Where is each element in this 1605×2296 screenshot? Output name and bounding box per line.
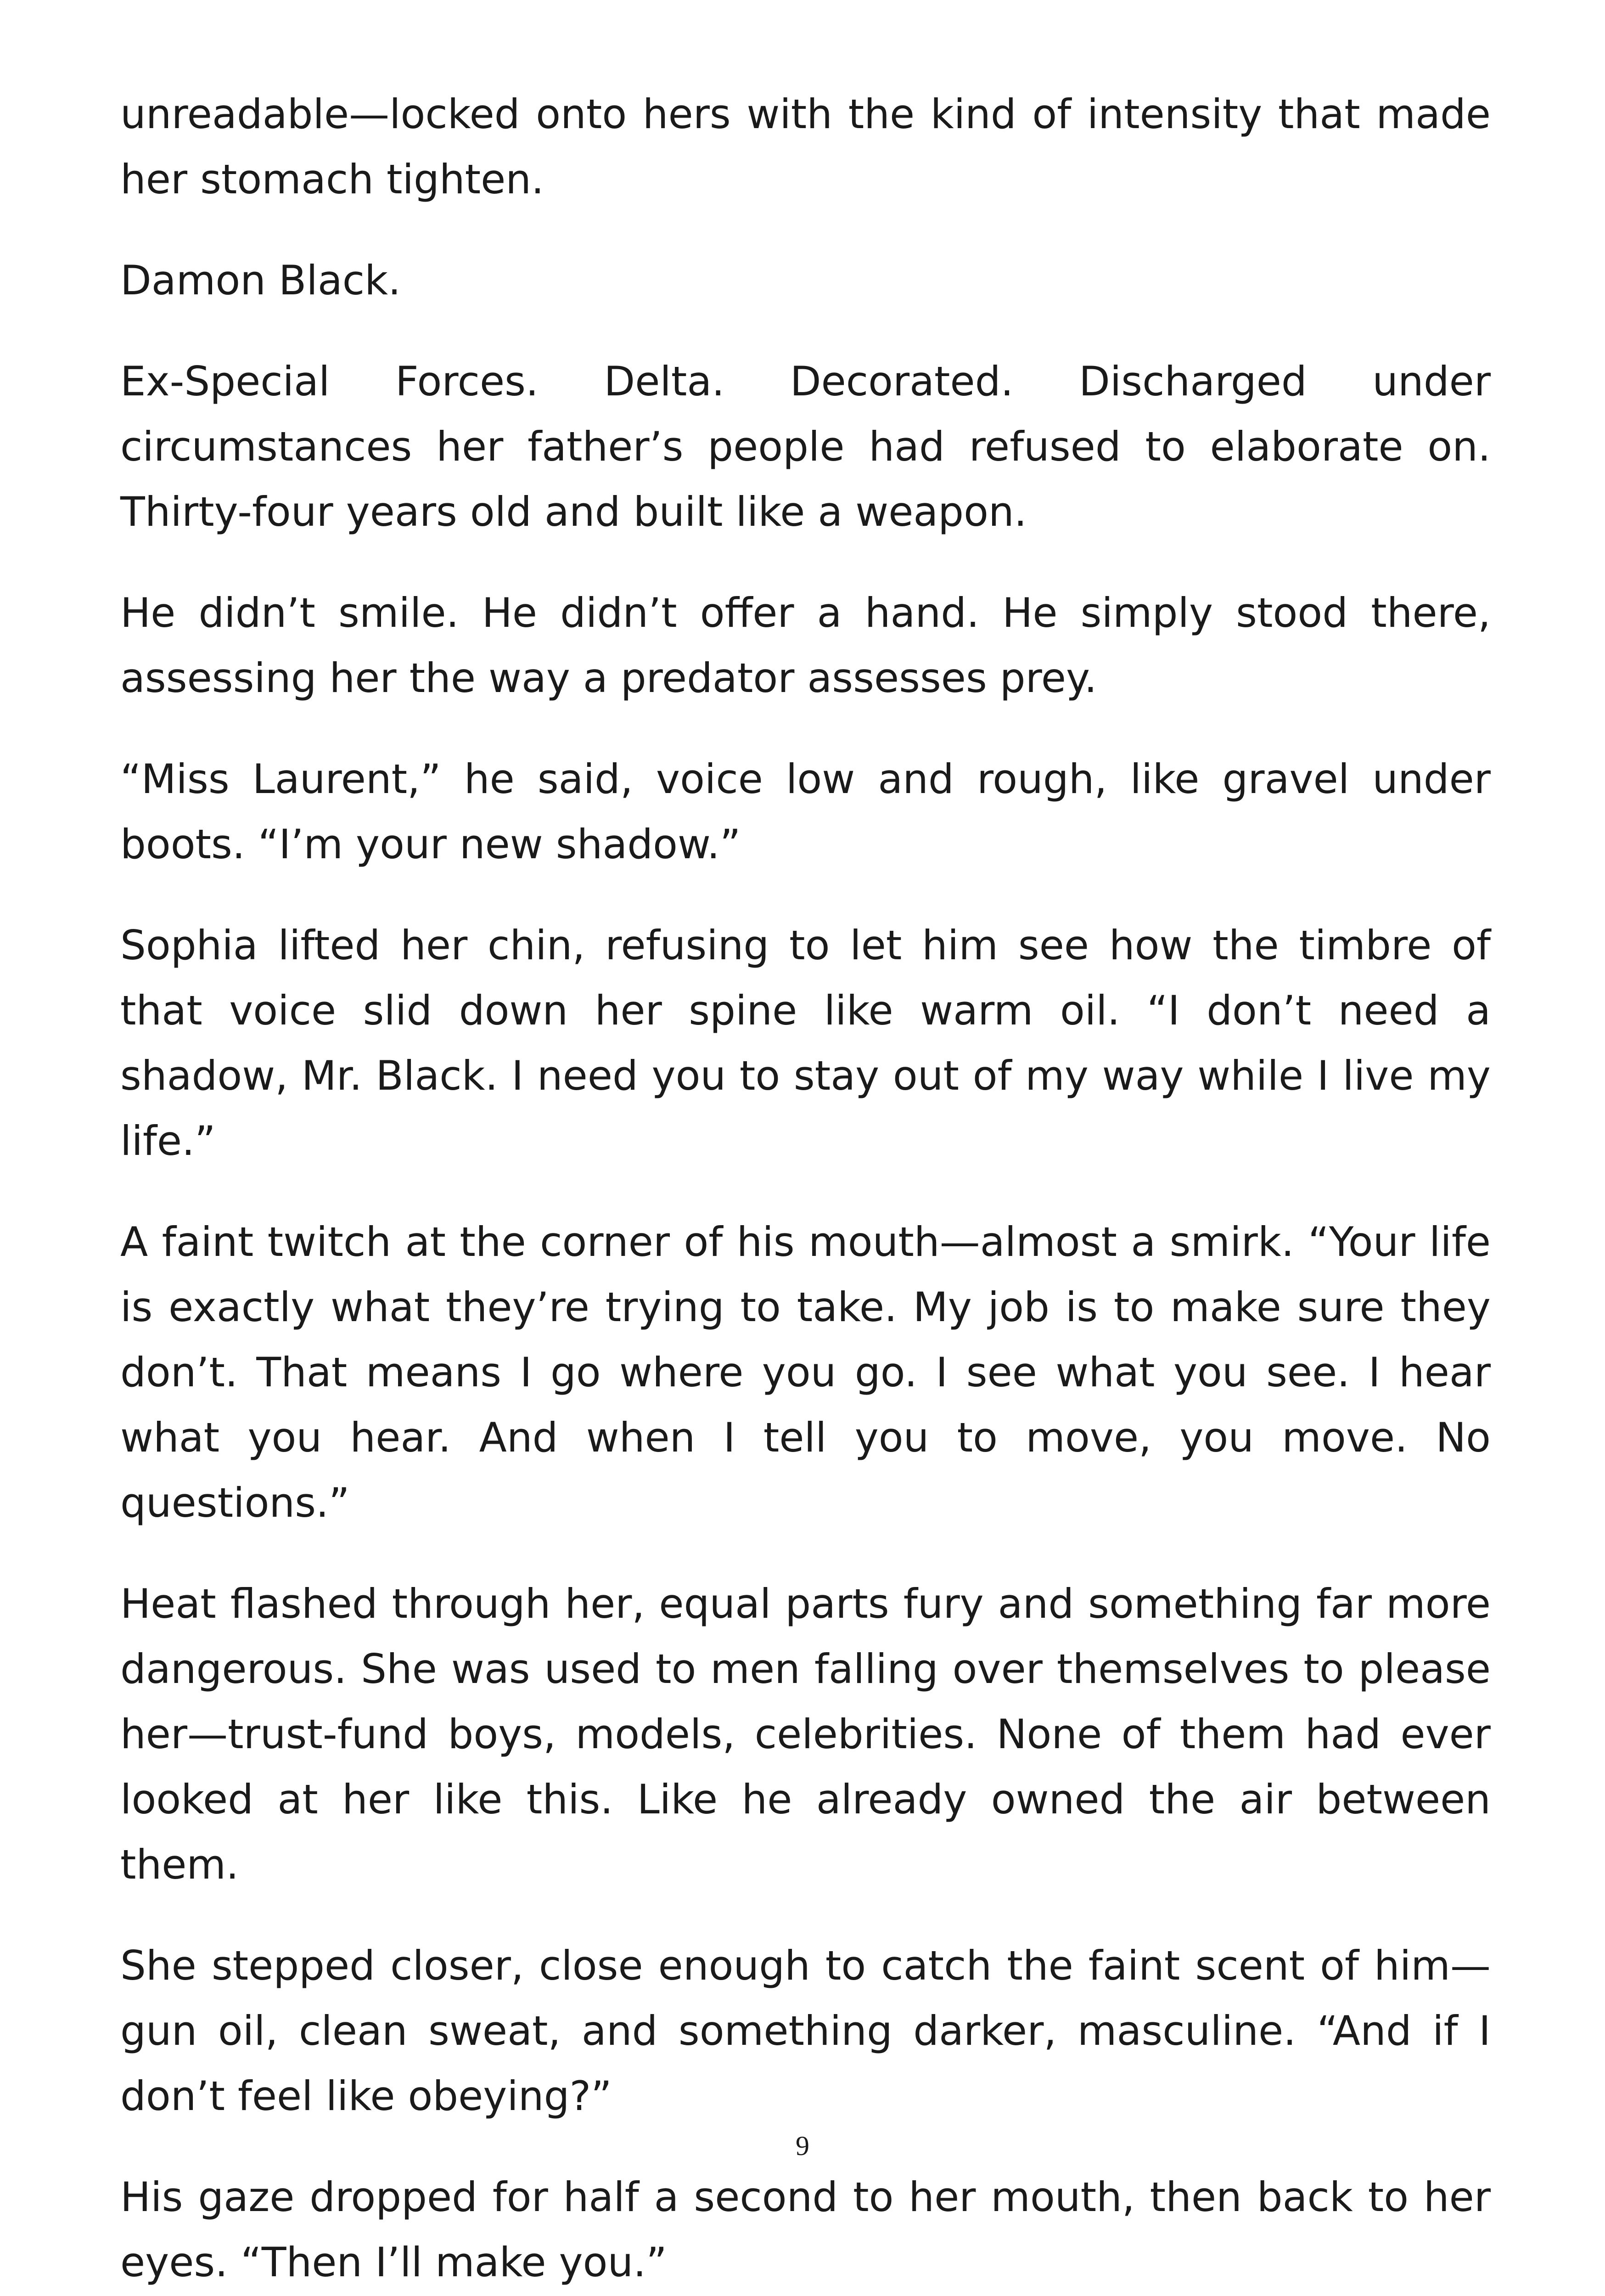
paragraph: Sophia lifted her chin, refusing to let him see how the timbre of that voice slid down her spine like warm oil. “I don’t need a shadow, Mr. Black. I need you to stay out of my way while I live my life.” [120,922,1491,1165]
paragraph: She stepped closer, close enough to catch the faint scent of him—gun oil, clean sweat, and something darker, masculine. “And if I don’t feel like obeying?” [120,1942,1491,2120]
paragraph: “Miss Laurent,” he said, voice low and rough, like gravel under boots. “I’m your new shadow.” [120,755,1491,868]
page-number: 9 [796,2131,809,2161]
paragraph: unreadable—locked onto hers with the kind of intensity that made her stomach tighten. [120,90,1491,203]
paragraph: He didn’t smile. He didn’t offer a hand. He simply stood there, assessing her the way a predator assesses prey. [120,589,1491,702]
paragraph: Heat flashed through her, equal parts fury and something far more dangerous. She was used to men falling over themselves to please her—trust-fund boys, models, celebrities. None of them had ever looked at her like this. Like he already owned the air between them. [120,1580,1491,1888]
paragraph: His gaze dropped for half a second to her mouth, then back to her eyes. “Then I’ll make you.” [120,2173,1491,2286]
paragraph: A faint twitch at the corner of his mouth—almost a smirk. “Your life is exactly what they’re trying to take. My job is to make sure they don’t. That means I go where you go. I see what you see. I hear what you hear. And when I tell you to move, you move. No questions.” [120,1218,1491,1526]
paragraph: Ex-Special Forces. Delta. Decorated. Discharged under circumstances her father’s people had refused to elaborate on. Thirty-four years old and built like a weapon. [120,358,1491,535]
body-text [120,82,1491,2296]
paragraph: Damon Black. [120,257,401,304]
